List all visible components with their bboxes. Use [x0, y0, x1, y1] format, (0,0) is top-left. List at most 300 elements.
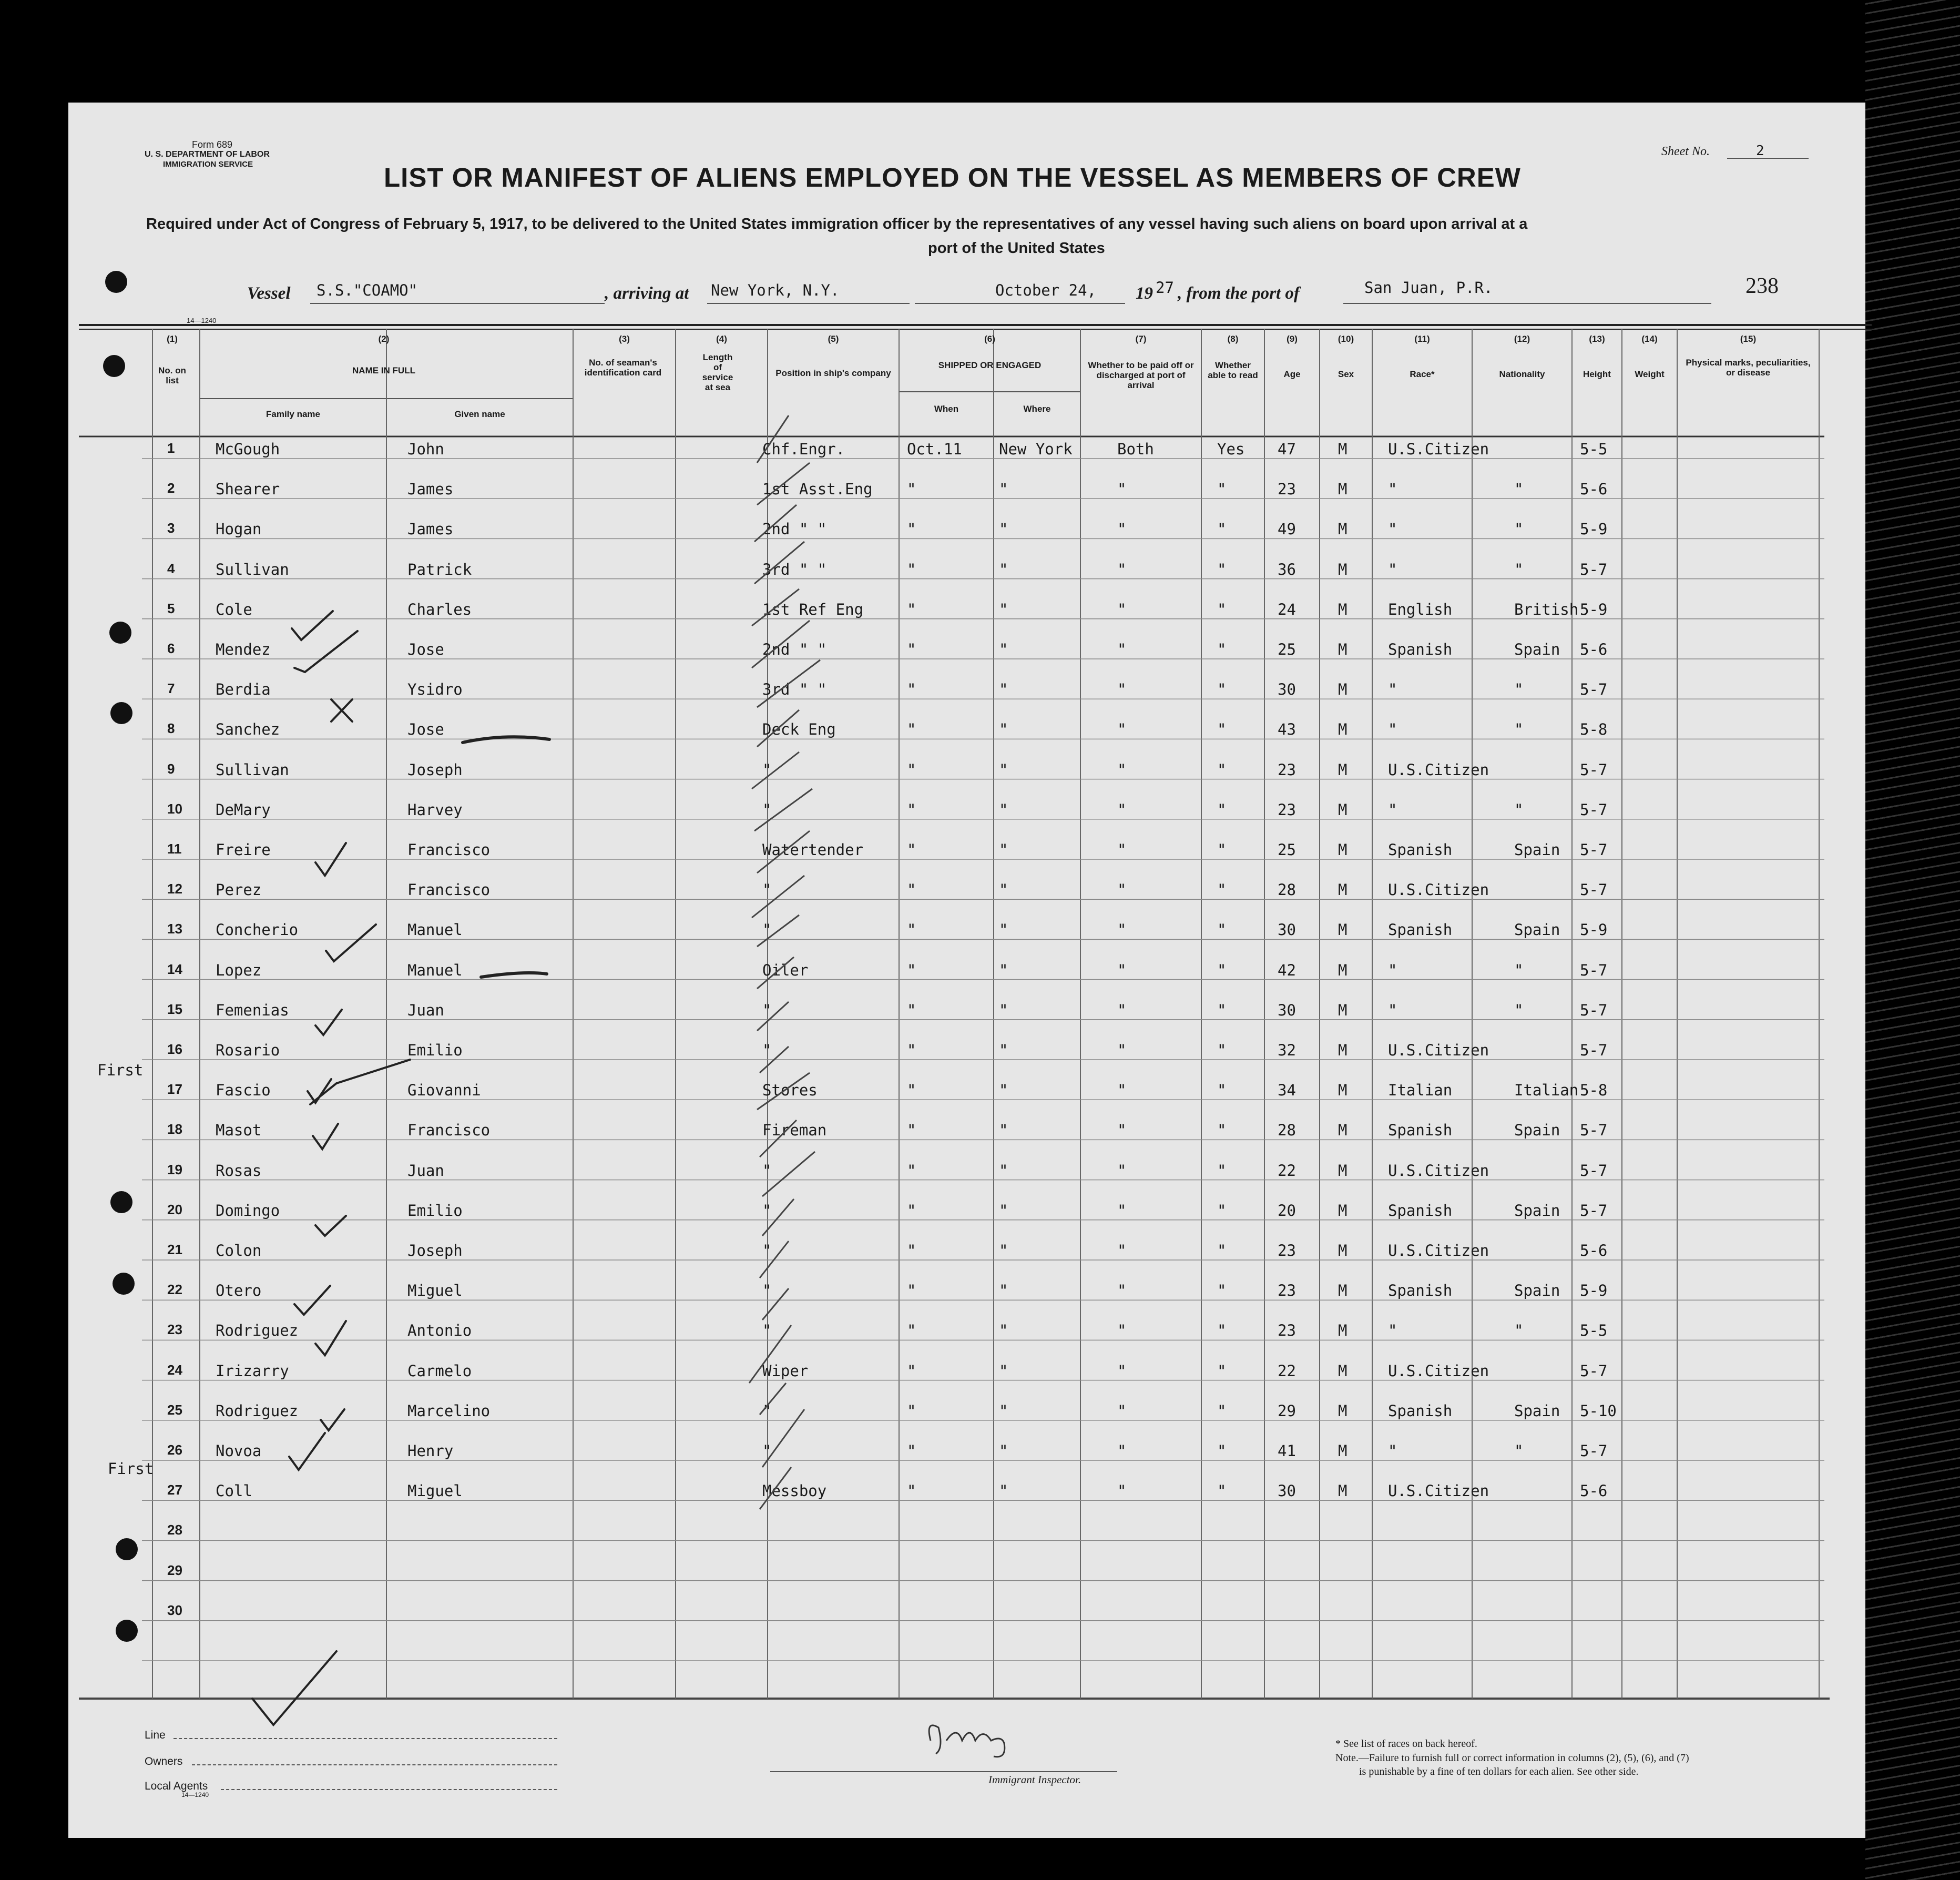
- shipped-when: ": [907, 520, 916, 538]
- col9-head: Age: [1283, 369, 1301, 379]
- age: 28: [1278, 1121, 1296, 1140]
- shipped-when: ": [907, 720, 916, 739]
- able-to-read: ": [1217, 1282, 1227, 1300]
- shipped-when: ": [907, 1482, 916, 1500]
- paid-off: ": [1117, 720, 1127, 739]
- sex: M: [1338, 760, 1348, 779]
- family-name: Mendez: [216, 641, 271, 658]
- col4-num: (4): [716, 334, 727, 344]
- height: 5-9: [1580, 600, 1608, 618]
- able-to-read: ": [1217, 1361, 1227, 1380]
- arriving-label: , arriving at: [605, 284, 689, 303]
- shipped-where: ": [999, 600, 1008, 618]
- race: Spanish: [1388, 1282, 1453, 1300]
- row-number: 15: [167, 1001, 182, 1017]
- race: ": [1388, 680, 1397, 699]
- position: Watertender: [762, 841, 864, 859]
- family-name: Domingo: [216, 1201, 280, 1220]
- vessel-name: S.S."COAMO": [317, 281, 418, 299]
- height: 5-7: [1580, 961, 1608, 979]
- height: 5-7: [1580, 1201, 1608, 1220]
- able-to-read: ": [1217, 1081, 1227, 1100]
- age: 23: [1278, 1282, 1296, 1300]
- row-number: 6: [167, 641, 175, 656]
- shipped-where: ": [999, 1121, 1008, 1140]
- col12-num: (12): [1514, 334, 1530, 344]
- height: 5-6: [1580, 1242, 1608, 1259]
- row-number: 12: [167, 881, 182, 897]
- given-name: Manuel: [407, 921, 463, 939]
- age: 47: [1278, 440, 1296, 458]
- paid-off: ": [1117, 1482, 1127, 1500]
- row-number: 7: [167, 680, 175, 697]
- family-name: Rosas: [216, 1161, 262, 1180]
- nationality: Spain: [1514, 841, 1560, 859]
- height: 5-7: [1580, 1361, 1608, 1380]
- age: 30: [1278, 1001, 1296, 1019]
- family-name: Femenias: [216, 1001, 289, 1019]
- subtitle-line1: Required under Act of Congress of February 5, 1917, to be delivered to the United States immigration officer by the representatives of any vessel having such aliens on board upon arrival at a: [146, 216, 1528, 232]
- agency-line2: IMMIGRATION SERVICE: [163, 160, 253, 169]
- position: Deck Eng: [762, 720, 836, 739]
- position: Messboy: [762, 1482, 827, 1500]
- col11-num: (11): [1414, 334, 1430, 344]
- col3-head: No. of seaman's identification card: [584, 358, 662, 378]
- height: 5-6: [1580, 480, 1608, 499]
- sex: M: [1338, 1442, 1348, 1460]
- paid-off: ": [1117, 520, 1127, 538]
- race: Spanish: [1388, 1401, 1453, 1420]
- shipped-where: ": [999, 520, 1008, 538]
- position: ": [762, 800, 772, 819]
- able-to-read: ": [1217, 1442, 1227, 1460]
- race: Spanish: [1388, 921, 1453, 939]
- family-name: Rodriguez: [216, 1322, 299, 1340]
- nationality: Spain: [1514, 1282, 1560, 1300]
- height: 5-7: [1580, 1041, 1608, 1059]
- able-to-read: ": [1217, 520, 1227, 538]
- nationality: ": [1514, 480, 1524, 499]
- col2-num: (2): [378, 334, 390, 344]
- shipped-where: ": [999, 1482, 1008, 1500]
- line-label: Line: [145, 1729, 166, 1741]
- print-code: 14—1240: [187, 317, 217, 324]
- sex: M: [1338, 1161, 1348, 1180]
- position: ": [762, 1322, 772, 1340]
- shipped-when: ": [907, 641, 916, 658]
- position: Wiper: [762, 1361, 809, 1380]
- shipped-where: ": [999, 1282, 1008, 1300]
- nationality: British: [1514, 600, 1579, 618]
- paid-off: Both: [1117, 440, 1154, 458]
- nationality: ": [1514, 720, 1524, 739]
- paid-off: ": [1117, 1361, 1127, 1380]
- from-label: , from the port of: [1178, 284, 1300, 303]
- position: ": [762, 1201, 772, 1220]
- shipped-when: ": [907, 1201, 916, 1220]
- vessel-label: Vessel: [247, 284, 291, 303]
- given-name: Miguel: [407, 1282, 463, 1300]
- race: ": [1388, 1322, 1397, 1340]
- nationality: Spain: [1514, 1121, 1560, 1140]
- nationality: ": [1514, 800, 1524, 819]
- able-to-read: ": [1217, 921, 1227, 939]
- age: 23: [1278, 800, 1296, 819]
- position: ": [762, 881, 772, 899]
- family-name: Lopez: [216, 961, 262, 979]
- paid-off: ": [1117, 1242, 1127, 1259]
- shipped-when: ": [907, 1081, 916, 1100]
- given-name: Joseph: [407, 760, 463, 779]
- given-name: Ysidro: [407, 680, 463, 699]
- position: 2nd " ": [762, 520, 827, 538]
- able-to-read: ": [1217, 841, 1227, 859]
- shipped-where: ": [999, 1242, 1008, 1259]
- able-to-read: ": [1217, 1482, 1227, 1500]
- race: ": [1388, 480, 1397, 499]
- shipped-when: ": [907, 1121, 916, 1140]
- shipped-when: ": [907, 1001, 916, 1019]
- height: 5-7: [1580, 760, 1608, 779]
- nationality: ": [1514, 1322, 1524, 1340]
- race: U.S.Citizen: [1388, 1482, 1489, 1500]
- sex: M: [1338, 480, 1348, 499]
- shipped-where: ": [999, 1322, 1008, 1340]
- sex: M: [1338, 1401, 1348, 1420]
- paid-off: ": [1117, 680, 1127, 699]
- paid-off: ": [1117, 641, 1127, 658]
- row-number: 10: [167, 800, 182, 817]
- position: 3rd " ": [762, 680, 827, 699]
- height: 5-7: [1580, 1121, 1608, 1140]
- height: 5-9: [1580, 520, 1608, 538]
- shipped-where: ": [999, 1442, 1008, 1460]
- sex: M: [1338, 440, 1348, 458]
- able-to-read: ": [1217, 760, 1227, 779]
- shipped-where: ": [999, 1041, 1008, 1059]
- age: 24: [1278, 600, 1296, 618]
- given-name: Juan: [407, 1161, 444, 1180]
- shipped-when: ": [907, 760, 916, 779]
- able-to-read: ": [1217, 1401, 1227, 1420]
- paid-off: ": [1117, 1001, 1127, 1019]
- given-name: Antonio: [407, 1322, 472, 1340]
- able-to-read: Yes: [1217, 440, 1245, 458]
- able-to-read: ": [1217, 1322, 1227, 1340]
- stamp-number: 238: [1745, 274, 1779, 298]
- family-name: Perez: [216, 881, 262, 899]
- race: Spanish: [1388, 1201, 1453, 1220]
- age: 34: [1278, 1081, 1296, 1100]
- owners-label: Owners: [145, 1755, 183, 1767]
- family-name: Sullivan: [216, 760, 289, 779]
- col5-num: (5): [828, 334, 839, 344]
- col13-head: Height: [1583, 369, 1611, 379]
- age: 30: [1278, 680, 1296, 699]
- position: ": [762, 1442, 772, 1460]
- position: Oiler: [762, 961, 809, 979]
- race: ": [1388, 1442, 1397, 1460]
- given-name: Francisco: [407, 1121, 491, 1140]
- family-name: McGough: [216, 440, 280, 458]
- shipped-where: ": [999, 961, 1008, 979]
- given-name: Harvey: [407, 800, 463, 819]
- paid-off: ": [1117, 600, 1127, 618]
- race: ": [1388, 520, 1397, 538]
- col6-num: (6): [984, 334, 995, 344]
- col6a-head: When: [934, 404, 959, 414]
- race: Spanish: [1388, 641, 1453, 658]
- row-number: 23: [167, 1322, 182, 1338]
- family-name: Hogan: [216, 520, 262, 538]
- sheet-label: Sheet No.: [1661, 145, 1710, 158]
- shipped-where: ": [999, 480, 1008, 499]
- penalty-note-line2: is punishable by a fine of ten dollars for each alien. See other side.: [1359, 1766, 1639, 1777]
- inspector-label: Immigrant Inspector.: [988, 1773, 1081, 1786]
- shipped-where: ": [999, 560, 1008, 578]
- col4-head: Length of service at sea: [702, 352, 733, 392]
- paid-off: ": [1117, 1442, 1127, 1460]
- col8-num: (8): [1227, 334, 1239, 344]
- height: 5-9: [1580, 921, 1608, 939]
- col14-num: (14): [1641, 334, 1658, 344]
- age: 22: [1278, 1361, 1296, 1380]
- position: ": [762, 1401, 772, 1420]
- paid-off: ": [1117, 1282, 1127, 1300]
- shipped-where: ": [999, 800, 1008, 819]
- paid-off: ": [1117, 1081, 1127, 1100]
- paid-off: ": [1117, 1401, 1127, 1420]
- col7-num: (7): [1135, 334, 1147, 344]
- sex: M: [1338, 1081, 1348, 1100]
- shipped-when: ": [907, 841, 916, 859]
- sex: M: [1338, 560, 1348, 578]
- page-title: LIST OR MANIFEST OF ALIENS EMPLOYED ON THE VESSEL AS MEMBERS OF CREW: [384, 162, 1521, 192]
- sex: M: [1338, 641, 1348, 658]
- shipped-when: Oct.11: [907, 440, 962, 458]
- family-name: Masot: [216, 1121, 262, 1140]
- paid-off: ": [1117, 560, 1127, 578]
- given-name: Jose: [407, 720, 444, 739]
- race: Spanish: [1388, 1121, 1453, 1140]
- shipped-where: ": [999, 1401, 1008, 1420]
- position: ": [762, 760, 772, 779]
- shipped-when: ": [907, 680, 916, 699]
- race: ": [1388, 1001, 1397, 1019]
- col3-num: (3): [619, 334, 630, 344]
- shipped-when: ": [907, 1282, 916, 1300]
- shipped-where: ": [999, 1361, 1008, 1380]
- row-number: 26: [167, 1442, 182, 1458]
- paid-off: ": [1117, 1322, 1127, 1340]
- age: 22: [1278, 1161, 1296, 1180]
- sex: M: [1338, 1282, 1348, 1300]
- race: U.S.Citizen: [1388, 1161, 1489, 1180]
- col1-head: No. on list: [158, 365, 186, 385]
- races-footnote: * See list of races on back hereof.: [1335, 1738, 1477, 1750]
- given-name: Jose: [407, 641, 444, 658]
- sex: M: [1338, 841, 1348, 859]
- race: U.S.Citizen: [1388, 440, 1489, 458]
- row-number: 2: [167, 480, 175, 496]
- sex: M: [1338, 881, 1348, 899]
- height: 5-7: [1580, 1161, 1608, 1180]
- row-number: 30: [167, 1602, 182, 1618]
- paid-off: ": [1117, 800, 1127, 819]
- shipped-where: ": [999, 680, 1008, 699]
- height: 5-5: [1580, 440, 1608, 458]
- paid-off: ": [1117, 480, 1127, 499]
- row-number: 4: [167, 560, 175, 576]
- row-number: 19: [167, 1161, 182, 1177]
- sheet-number: 2: [1756, 143, 1764, 159]
- given-name: Miguel: [407, 1482, 463, 1500]
- col12-head: Nationality: [1499, 369, 1545, 379]
- given-name: James: [407, 480, 454, 499]
- row-number: 3: [167, 520, 175, 536]
- able-to-read: ": [1217, 1001, 1227, 1019]
- race: Italian: [1388, 1081, 1453, 1100]
- arrival-date: October 24,: [995, 281, 1097, 299]
- row-number: 16: [167, 1041, 182, 1057]
- height: 5-7: [1580, 1442, 1608, 1460]
- nationality: ": [1514, 560, 1524, 578]
- nationality: Italian: [1514, 1081, 1579, 1100]
- col7-head: Whether to be paid off or discharged at port of arrival: [1088, 360, 1194, 390]
- family-name: Rosario: [216, 1041, 280, 1059]
- height: 5-7: [1580, 560, 1608, 578]
- given-name: Francisco: [407, 881, 491, 899]
- given-name: James: [407, 520, 454, 538]
- row-number: 22: [167, 1282, 182, 1298]
- race: ": [1388, 720, 1397, 739]
- col10-num: (10): [1338, 334, 1354, 344]
- col9-num: (9): [1287, 334, 1298, 344]
- row-number: 20: [167, 1201, 182, 1217]
- family-name: Irizarry: [216, 1361, 289, 1380]
- col11-head: Race*: [1410, 369, 1435, 379]
- given-name: John: [407, 440, 444, 458]
- shipped-when: ": [907, 1242, 916, 1259]
- height: 5-7: [1580, 881, 1608, 899]
- family-name: Shearer: [216, 480, 280, 499]
- shipped-when: ": [907, 480, 916, 499]
- margin-note-first: First: [97, 1061, 144, 1079]
- height: 5-7: [1580, 800, 1608, 819]
- row-number: 28: [167, 1522, 182, 1538]
- age: 42: [1278, 961, 1296, 979]
- shipped-when: ": [907, 1322, 916, 1340]
- col13-num: (13): [1589, 334, 1605, 344]
- age: 20: [1278, 1201, 1296, 1220]
- row-number: 14: [167, 961, 182, 977]
- position: 3rd " ": [762, 560, 827, 578]
- row-number: 25: [167, 1401, 182, 1418]
- age: 23: [1278, 480, 1296, 499]
- given-name: Emilio: [407, 1041, 463, 1059]
- age: 30: [1278, 921, 1296, 939]
- able-to-read: ": [1217, 1242, 1227, 1259]
- col6b-head: Where: [1023, 404, 1051, 414]
- position: ": [762, 1041, 772, 1059]
- height: 5-10: [1580, 1401, 1617, 1420]
- height: 5-7: [1580, 841, 1608, 859]
- able-to-read: ": [1217, 1161, 1227, 1180]
- shipped-where: ": [999, 1161, 1008, 1180]
- given-name: Manuel: [407, 961, 463, 979]
- race: ": [1388, 560, 1397, 578]
- row-number: 29: [167, 1562, 182, 1578]
- age: 41: [1278, 1442, 1296, 1460]
- given-name: Charles: [407, 600, 472, 618]
- sex: M: [1338, 1242, 1348, 1259]
- family-name: Coll: [216, 1482, 252, 1500]
- sex: M: [1338, 1201, 1348, 1220]
- position: ": [762, 1282, 772, 1300]
- age: 28: [1278, 881, 1296, 899]
- shipped-where: ": [999, 720, 1008, 739]
- race: U.S.Citizen: [1388, 1242, 1489, 1259]
- sex: M: [1338, 1361, 1348, 1380]
- race: ": [1388, 961, 1397, 979]
- year-prefix: 19: [1136, 284, 1153, 303]
- race: U.S.Citizen: [1388, 881, 1489, 899]
- paid-off: ": [1117, 881, 1127, 899]
- nationality: Spain: [1514, 921, 1560, 939]
- local-agents-label: Local Agents: [145, 1780, 208, 1792]
- position: ": [762, 1161, 772, 1180]
- shipped-when: ": [907, 1041, 916, 1059]
- race: U.S.Citizen: [1388, 1041, 1489, 1059]
- shipped-where: ": [999, 641, 1008, 658]
- age: 29: [1278, 1401, 1296, 1420]
- nationality: ": [1514, 1442, 1524, 1460]
- shipped-where: ": [999, 921, 1008, 939]
- family-name: Rodriguez: [216, 1401, 299, 1420]
- age: 49: [1278, 520, 1296, 538]
- height: 5-7: [1580, 1001, 1608, 1019]
- col15-head: Physical marks, peculiarities, or disease: [1686, 358, 1811, 378]
- paid-off: ": [1117, 1201, 1127, 1220]
- family-name: Concherio: [216, 921, 299, 939]
- race: U.S.Citizen: [1388, 760, 1489, 779]
- shipped-when: ": [907, 800, 916, 819]
- position: 1st Ref Eng: [762, 600, 864, 618]
- paid-off: ": [1117, 921, 1127, 939]
- row-number: 21: [167, 1242, 182, 1257]
- sex: M: [1338, 1001, 1348, 1019]
- height: 5-5: [1580, 1322, 1608, 1340]
- able-to-read: ": [1217, 680, 1227, 699]
- race: Spanish: [1388, 841, 1453, 859]
- family-name: DeMary: [216, 800, 271, 819]
- position: Stores: [762, 1081, 818, 1100]
- paid-off: ": [1117, 760, 1127, 779]
- given-name: Giovanni: [407, 1081, 481, 1100]
- row-number: 27: [167, 1482, 182, 1498]
- able-to-read: ": [1217, 720, 1227, 739]
- able-to-read: ": [1217, 1041, 1227, 1059]
- age: 23: [1278, 760, 1296, 779]
- margin-note-first: First: [108, 1460, 154, 1478]
- shipped-when: ": [907, 1401, 916, 1420]
- shipped-where: ": [999, 760, 1008, 779]
- nationality: Spain: [1514, 641, 1560, 658]
- col5-head: Position in ship's company: [775, 368, 891, 378]
- sex: M: [1338, 680, 1348, 699]
- age: 25: [1278, 641, 1296, 658]
- given-name: Emilio: [407, 1201, 463, 1220]
